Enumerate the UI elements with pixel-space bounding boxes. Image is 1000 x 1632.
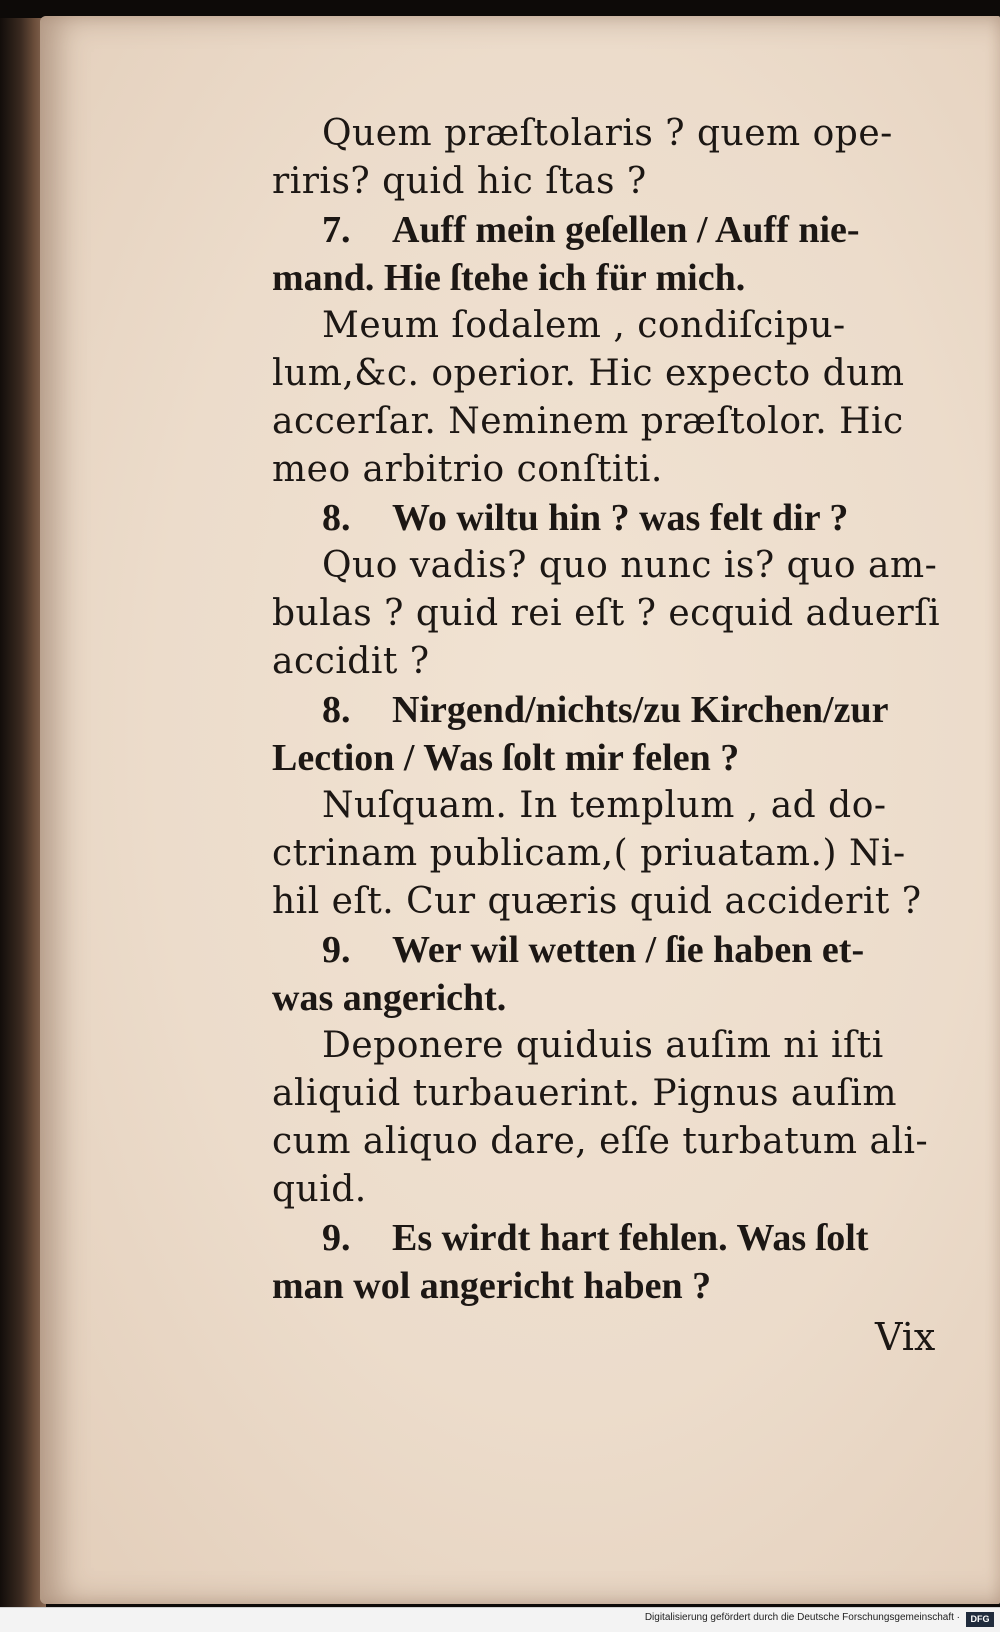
line-text: Nuſquam. In templum , ad do- [322, 785, 887, 826]
text-line [272, 638, 952, 686]
text-line [272, 542, 952, 590]
text-line [272, 1118, 952, 1166]
line-text: aliquid turbauerint. Pignus auſim [272, 1073, 898, 1114]
text-line [272, 734, 952, 782]
text-line [272, 926, 952, 974]
page-text [272, 110, 952, 1310]
section-number: 7. [322, 209, 351, 251]
text-line [272, 1070, 952, 1118]
dfg-logo: DFG [966, 1612, 994, 1627]
line-text: man wol angericht haben ? [272, 1265, 712, 1307]
line-text: bulas ? quid rei eſt ? ecquid aduerſi [272, 593, 941, 634]
catchword: Vix [875, 1315, 936, 1359]
footer-bar [0, 1607, 1000, 1632]
line-text: lum,&c. operior. Hic expecto dum [272, 353, 905, 394]
line-text: accidit ? [272, 641, 430, 682]
text-line [272, 350, 952, 398]
line-text: riris? quid hic ſtas ? [272, 161, 647, 202]
line-text: Meum ſodalem , condiſcipu- [322, 305, 846, 346]
text-line [272, 1262, 952, 1310]
text-line [272, 782, 952, 830]
section-number: 9. [322, 929, 351, 971]
line-text: Nirgend/nichts/zu Kirchen/zur [392, 689, 889, 731]
text-line [272, 158, 952, 206]
line-text: Auff mein geſellen / Auff nie- [392, 209, 860, 251]
text-line [272, 1166, 952, 1214]
line-text: Quo vadis? quo nunc is? quo am- [322, 545, 938, 586]
text-line [272, 494, 952, 542]
text-line [272, 302, 952, 350]
text-line [272, 830, 952, 878]
line-text: Wer wil wetten / ſie haben et- [392, 929, 865, 971]
text-line [272, 686, 952, 734]
line-text: quid. [272, 1169, 367, 1210]
text-line [272, 590, 952, 638]
line-text: Deponere quiduis auſim ni iſti [322, 1025, 884, 1066]
text-line [272, 1214, 952, 1262]
text-line [272, 446, 952, 494]
section-number: 9. [322, 1217, 351, 1259]
line-text: was angericht. [272, 977, 507, 1019]
text-line [272, 206, 952, 254]
text-line [272, 974, 952, 1022]
text-line [272, 398, 952, 446]
section-number: 8. [322, 497, 351, 539]
line-text: Quem præſtolaris ? quem ope- [322, 113, 893, 154]
text-line [272, 254, 952, 302]
line-text: ctrinam publicam,( priuatam.) Ni- [272, 833, 906, 874]
line-text: mand. Hie ſtehe ich für mich. [272, 257, 746, 299]
line-text: cum aliquo dare, eſſe turbatum ali- [272, 1121, 929, 1162]
text-line [272, 878, 952, 926]
line-text: Wo wiltu hin ? was felt dir ? [392, 497, 849, 539]
line-text: meo arbitrio conſtiti. [272, 449, 663, 490]
footer-credit: Digitalisierung gefördert durch die Deutsche Forschungsgemeinschaft · [644, 1612, 960, 1623]
line-text: hil eſt. Cur quæris quid acciderit ? [272, 881, 922, 922]
text-line [272, 1022, 952, 1070]
line-text: accerſar. Neminem præſtolor. Hic [272, 401, 904, 442]
section-number: 8. [322, 689, 351, 731]
text-line [272, 110, 952, 158]
line-text: Lection / Was ſolt mir felen ? [272, 737, 740, 779]
line-text: Es wirdt hart fehlen. Was ſolt [392, 1217, 869, 1259]
